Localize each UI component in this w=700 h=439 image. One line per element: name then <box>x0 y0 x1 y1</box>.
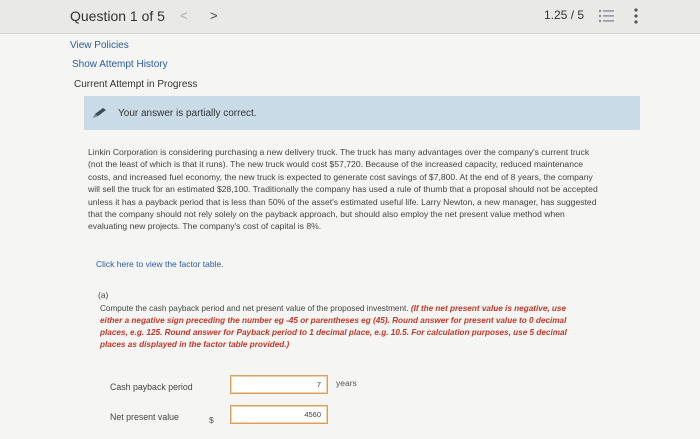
more-vertical-icon[interactable] <box>633 6 639 26</box>
instructions <box>100 303 630 351</box>
instruction-note: either a negative sign preceding the number eg -45 or parentheses eg (45). Round answer for present value to 0 decimal <box>100 316 567 325</box>
npv-label: Net present value <box>110 412 179 422</box>
current-attempt-label: Current Attempt in Progress <box>74 79 198 90</box>
top-bar <box>0 0 700 34</box>
view-policies-link[interactable]: View Policies <box>70 40 129 51</box>
instruction-text: Compute the cash payback period and net present value of the proposed investment. <box>100 304 411 313</box>
part-label: (a) <box>98 290 109 300</box>
payback-input[interactable]: 7 <box>230 375 328 394</box>
problem-line: that the company should not rely solely on the payback approach, but should also employ the net present value method when <box>88 209 565 220</box>
instruction-note: places as displayed in the factor table provided.) <box>100 340 290 349</box>
problem-line: Linkin Corporation is considering purchasing a new delivery truck. The truck has many advantages over the company's current truck <box>88 147 590 157</box>
instruction-note: places, e.g. 125. Round answer for Payback period to 1 decimal place, e.g. 10.5. For calculation purposes, use 5 decimal <box>100 328 567 337</box>
pencil-icon <box>92 107 108 119</box>
payback-label: Cash payback period <box>110 382 193 392</box>
payback-unit: years <box>336 378 357 388</box>
feedback-banner <box>84 96 640 130</box>
feedback-message: Your answer is partially correct. <box>118 108 257 119</box>
next-question-button[interactable]: > <box>210 8 218 23</box>
factor-table-link[interactable]: Click here to view the factor table. <box>96 259 224 269</box>
score-display: 1.25 / 5 <box>544 8 585 22</box>
show-attempt-history-link[interactable]: Show Attempt History <box>72 59 168 70</box>
npv-currency: $ <box>209 415 214 425</box>
problem-line: costs, and increased fuel economy, the new truck is expected to generate cost savings of $7,800. At the end of 8 years, the company <box>88 171 593 182</box>
problem-line: unless it has a payback period that is less than 50% of the asset's estimated useful life. Larry Newton, a new manager, has suggested <box>88 196 597 207</box>
instruction-note: (If the net present value is negative, use <box>410 304 567 313</box>
problem-line: (not the least of which is that it runs). The new truck would cost $57,720. Because of the increased capacity, reduced maintenance <box>88 159 584 170</box>
npv-input[interactable]: 4560 <box>230 405 328 424</box>
question-title: Question 1 of 5 <box>70 8 165 24</box>
problem-line: will sell the truck for an estimated $28,100. Traditionally the company has used a rule of thumb that a proposal should not be accepted <box>88 184 598 195</box>
problem-line: evaluating new projects. The company's cost of capital is 8%. <box>88 221 322 232</box>
list-icon[interactable] <box>598 9 614 23</box>
previous-question-button[interactable]: < <box>180 8 188 23</box>
problem-statement <box>88 146 644 233</box>
